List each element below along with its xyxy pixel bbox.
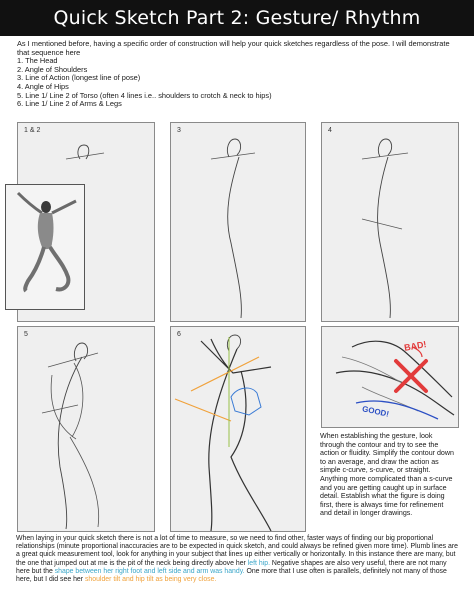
step-item: 4. Angle of Hips (17, 81, 69, 91)
bad-label: BAD! (403, 339, 428, 353)
step-item: 2. Angle of Shoulders (17, 64, 88, 74)
panel-label: 4 (328, 127, 332, 134)
sketch-panel-6 (170, 326, 306, 532)
step-item: 6. Line 1/ Line 2 of Arms & Legs (17, 99, 122, 109)
reference-photo (5, 184, 85, 310)
sketch-panel-4 (321, 122, 459, 322)
steps-list (17, 57, 457, 109)
sketch-panel-3 (170, 122, 306, 322)
sketch-strokes (322, 327, 458, 427)
highlight-parallel: shoulder tilt and hip tilt as being very close. (84, 576, 217, 584)
sketch-strokes (171, 327, 305, 531)
dancer-figure-image (6, 185, 84, 309)
highlight-left-hip: left hip. (247, 559, 270, 567)
step-item: 3. Line of Action (longest line of pose) (17, 73, 141, 83)
panel-label: 6 (177, 331, 181, 338)
sketch-panel-5 (17, 326, 155, 532)
page-title: Quick Sketch Part 2: Gesture/ Rhythm (53, 7, 421, 29)
good-label: GOOD! (361, 404, 390, 419)
highlight-negative-shape: shape between her right foot and left side and arm was handy. (54, 567, 245, 575)
bottom-text-part: When laying in your quick sketch there is not a lot of time to measure, so we need to find other, faster ways of finding our big proportional relationships (minute proportional inaccuracies are to be expected in quick sketch, and could always be refined given more time). Plumb lines are a great quick measurement tool, look for anything in your subject that lines up either vertically or horizontally. In this instance there are many, but the one that jumped out at me is the pit of the neck being directly above her (16, 535, 458, 567)
intro-text: As I mentioned before, having a specific order of construction will help your quick sketches regardless of the pose. I will demonstrate that sequence here (17, 39, 450, 57)
bottom-paragraph (16, 535, 462, 584)
title-bar (0, 0, 474, 36)
panel-label: 1 & 2 (24, 127, 41, 134)
panel-label: 3 (177, 127, 181, 134)
sketch-strokes (322, 123, 458, 321)
sketch-strokes (171, 123, 305, 321)
bottom-text-part: Negative shapes are also very useful, there are not many here but the (16, 559, 447, 575)
bottom-text-part: One more that I use often is parallels, definitely not many of those here, but I did see her (16, 567, 447, 584)
sketch-strokes (18, 327, 154, 531)
contour-panel (321, 326, 459, 428)
step-item: 5. Line 1/ Line 2 of Torso (often 4 lines i.e.. shoulders to crotch & neck to hips) (17, 90, 272, 100)
step-item: 1. The Head (17, 56, 58, 66)
callout-text: When establishing the gesture, look through the contour and try to see the action or fluidity. Simplify the contour down to an average, and draw the action as simple c-curve, s-curve, or straight. Anything more complicated than a s-curve and you are getting caught up in surface detail. Establish what the figure is doing first, there is always time for refinement and detail in longer drawings. (317, 430, 459, 530)
panel-label: 5 (24, 331, 28, 338)
intro-section (17, 40, 457, 109)
